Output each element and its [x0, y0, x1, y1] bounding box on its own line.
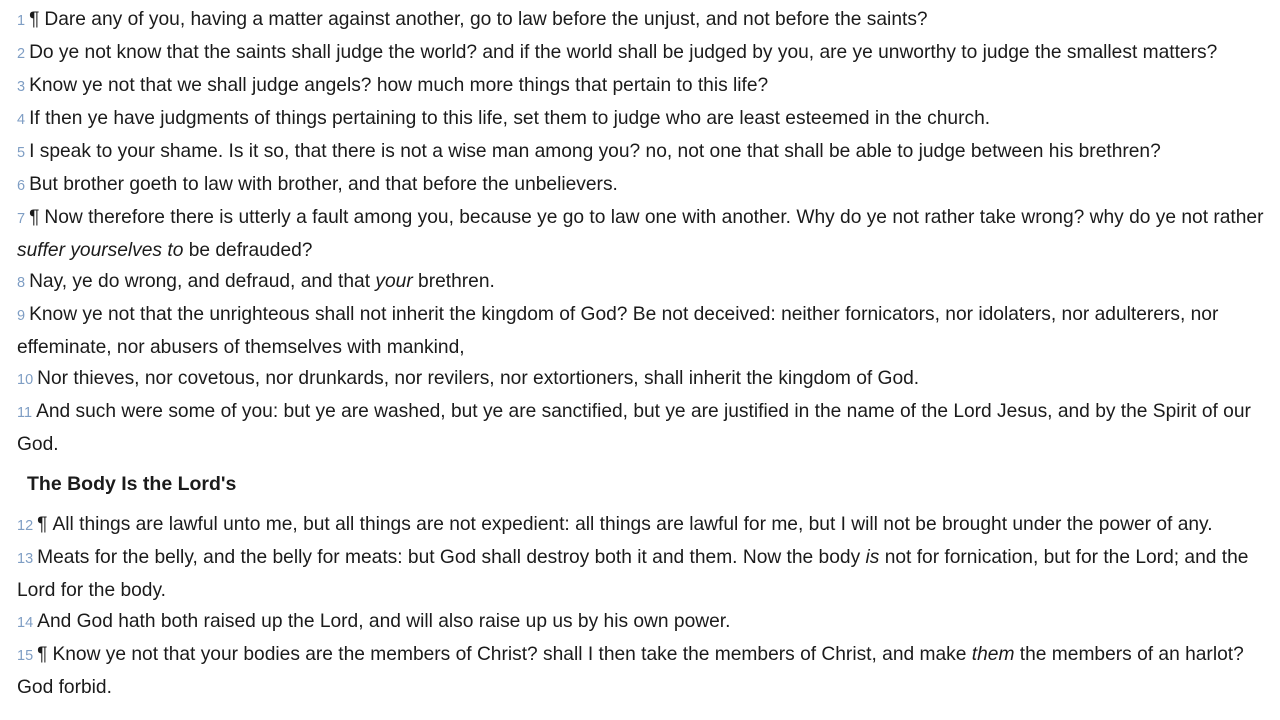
- verse: [17, 266, 1270, 299]
- verse-text: Meats for the belly, and the belly for meats: but God shall destroy both it and them. Now the body: [37, 547, 866, 568]
- verse: [17, 606, 1270, 639]
- paragraph-mark: ¶: [29, 9, 40, 30]
- section-heading: The Body Is the Lord's: [27, 473, 237, 495]
- verse-text: be defrauded?: [183, 240, 313, 261]
- verse: [17, 639, 1270, 703]
- verse-text: Nay, ye do wrong, and defraud, and that: [29, 271, 376, 292]
- verse-number[interactable]: 8: [17, 275, 26, 291]
- paragraph-mark: ¶: [29, 207, 40, 228]
- verse: [17, 70, 1270, 103]
- verse-number[interactable]: 11: [17, 405, 33, 421]
- verse-text-italic: is: [865, 547, 880, 568]
- verse-text: If then ye have judgments of things pertaining to this life, set them to judge who are least esteemed in the church.: [29, 108, 991, 129]
- verse-text: Dare any of you, having a matter against another, go to law before the unjust, and not before the saints?: [44, 9, 928, 30]
- verse-text-italic: your: [375, 271, 413, 292]
- verse-text: Know ye not that the unrighteous shall not inherit the kingdom of God? Be not deceived: neither fornicators, nor idolaters, nor adulterers, nor effeminate, nor abusers of themselves with mankind,: [17, 304, 1219, 358]
- verse-number[interactable]: 9: [17, 308, 26, 324]
- verse-number[interactable]: 6: [17, 178, 26, 194]
- verse: [17, 4, 1270, 37]
- verse-number[interactable]: 4: [17, 112, 26, 128]
- verse-text-italic: suffer yourselves to: [17, 240, 184, 261]
- verse-text: brethren.: [412, 271, 495, 292]
- verse-number[interactable]: 3: [17, 79, 26, 95]
- verse-text: And such were some of you: but ye are washed, but ye are sanctified, but ye are justified in the name of the Lord Jesus, and by the Spirit of our God.: [17, 401, 1251, 455]
- verse: [17, 37, 1270, 70]
- verse-list: [17, 4, 1270, 460]
- verse: [17, 103, 1270, 136]
- verse-text: not for fornication, but for the Lord; and the Lord for the body.: [17, 547, 1249, 601]
- verse: [17, 202, 1270, 266]
- verse: [17, 136, 1270, 169]
- verse-number[interactable]: 13: [17, 551, 34, 567]
- verse-number[interactable]: 5: [17, 145, 26, 161]
- verse-number[interactable]: 15: [17, 648, 34, 664]
- verse-text: Nor thieves, nor covetous, nor drunkards, nor revilers, nor extortioners, shall inherit the kingdom of God.: [37, 368, 920, 389]
- verse-text: All things are lawful unto me, but all things are not expedient: all things are lawful for me, but I will not be brought under the power of any.: [52, 514, 1213, 535]
- verse-text: Know ye not that your bodies are the members of Christ? shall I then take the members of Christ, and make: [52, 644, 972, 665]
- verse-number[interactable]: 1: [17, 13, 26, 29]
- verse-text: Do ye not know that the saints shall judge the world? and if the world shall be judged by you, are ye unworthy to judge the smallest matters?: [29, 42, 1218, 63]
- verse-text: And God hath both raised up the Lord, and will also raise up us by his own power.: [37, 611, 731, 632]
- verse: [17, 299, 1270, 363]
- verse-text: the members of an harlot? God forbid.: [17, 644, 1244, 698]
- paragraph-mark: ¶: [37, 644, 48, 665]
- verse-number[interactable]: 14: [17, 615, 34, 631]
- paragraph-mark: ¶: [37, 514, 48, 535]
- verse-number[interactable]: 2: [17, 46, 26, 62]
- verse: [17, 363, 1270, 396]
- verse: [17, 396, 1270, 460]
- verse-text: But brother goeth to law with brother, and that before the unbelievers.: [29, 174, 618, 195]
- verse-text-italic: them: [971, 644, 1015, 665]
- verse-text: I speak to your shame. Is it so, that there is not a wise man among you? no, not one that shall be able to judge between his brethren?: [29, 141, 1161, 162]
- verse-list: [17, 509, 1270, 703]
- verse: [17, 542, 1270, 606]
- verse-number[interactable]: 7: [17, 211, 26, 227]
- verse-text: Now therefore there is utterly a fault among you, because ye go to law one with another. Why do ye not rather take wrong? why do ye not rather: [44, 207, 1264, 228]
- verse-text: Know ye not that we shall judge angels? how much more things that pertain to this life?: [29, 75, 769, 96]
- verse: [17, 509, 1270, 542]
- verse-number[interactable]: 10: [17, 372, 34, 388]
- verse: [17, 169, 1270, 202]
- verse-number[interactable]: 12: [17, 518, 34, 534]
